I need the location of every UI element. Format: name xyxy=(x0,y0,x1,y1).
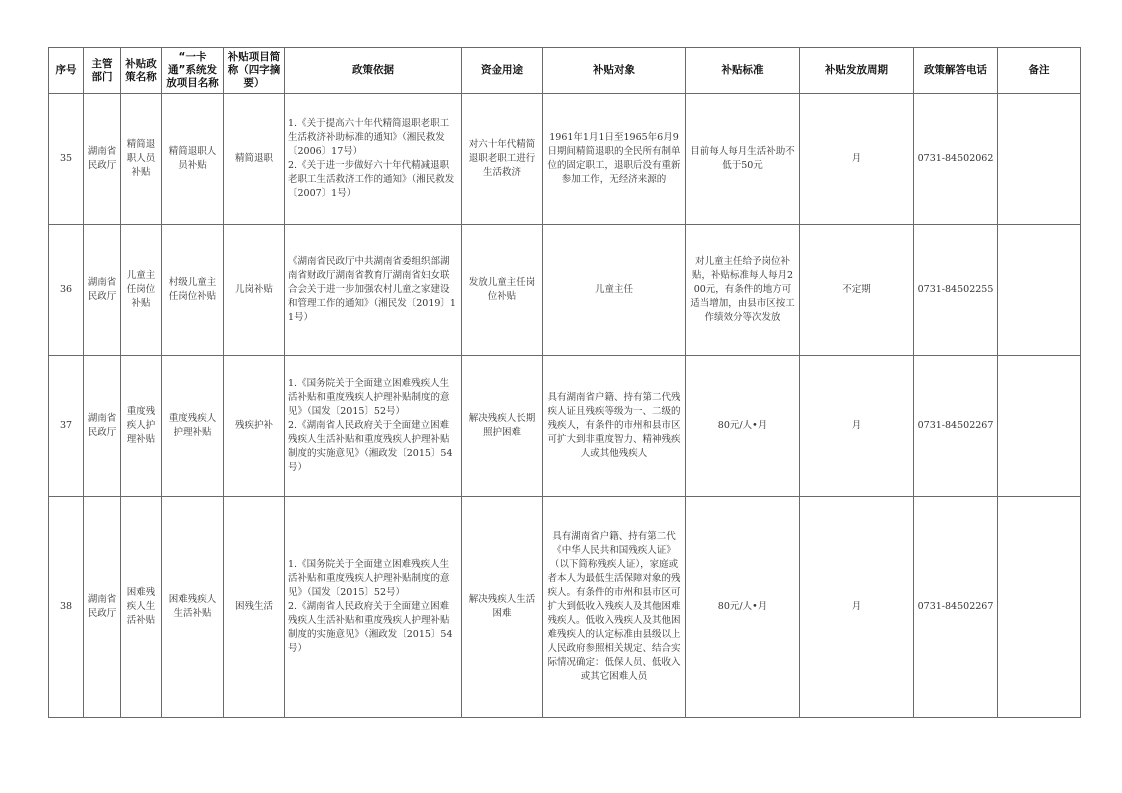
cell-phone: 0731-84502267 xyxy=(914,497,998,718)
table-row xyxy=(49,94,1081,225)
basis-item: 2.《湖南省人民政府关于全面建立困难残疾人生活补贴和重度残疾人护理补贴制度的实施意见》（湘政发〔2015〕54号） xyxy=(288,601,453,654)
cell-seq: 35 xyxy=(49,94,84,225)
cell-seq: 37 xyxy=(49,356,84,497)
cell-subsidy-name: 重度残疾人护理补贴 xyxy=(121,356,162,497)
header-subsidy-name: 补贴政策名称 xyxy=(121,48,162,94)
cell-cycle: 月 xyxy=(800,497,914,718)
cell-phone: 0731-84502062 xyxy=(914,94,998,225)
cell-basis xyxy=(285,497,462,718)
cell-short-name: 残疾护补 xyxy=(224,356,285,497)
header-target: 补贴对象 xyxy=(543,48,686,94)
cell-basis xyxy=(285,225,462,356)
header-standard: 补贴标准 xyxy=(686,48,800,94)
cell-remark xyxy=(998,94,1081,225)
basis-item: 1.《国务院关于全面建立困难残疾人生活补贴和重度残疾人护理补贴制度的意见》（国发〔2015〕52号） xyxy=(288,559,450,598)
cell-card-name: 重度残疾人护理补贴 xyxy=(162,356,224,497)
header-phone: 政策解答电话 xyxy=(914,48,998,94)
cell-subsidy-name: 儿童主任岗位补贴 xyxy=(121,225,162,356)
header-card-name: “一卡通”系统发放项目名称 xyxy=(162,48,224,94)
cell-fund-use: 解决残疾人生活困难 xyxy=(462,497,543,718)
cell-fund-use: 解决残疾人长期照护困难 xyxy=(462,356,543,497)
cell-seq: 38 xyxy=(49,497,84,718)
subsidy-policy-table xyxy=(48,47,1081,718)
cell-target: 具有湖南省户籍、持有第二代《中华人民共和国残疾人证》（以下简称残疾人证），家庭或者本人为最低生活保障对象的残疾人。有条件的市州和县市区可扩大到低收入残疾人及其他困难残疾人。低收入残疾人及其他困难残疾人的认定标准由县级以上人民政府参照相关规定、结合实际情况确定：低保人员、低收入或其它困难人员 xyxy=(543,497,686,718)
cell-card-name: 精简退职人员补贴 xyxy=(162,94,224,225)
header-dept: 主管部门 xyxy=(84,48,121,94)
header-short-name: 补贴项目简称（四字摘要） xyxy=(224,48,285,94)
cell-fund-use: 对六十年代精简退职老职工进行生活救济 xyxy=(462,94,543,225)
cell-target: 1961年1月1日至1965年6月9日期间精简退职的全民所有制单位的固定职工，退职后没有重新参加工作，无经济来源的 xyxy=(543,94,686,225)
cell-phone: 0731-84502267 xyxy=(914,356,998,497)
cell-cycle: 月 xyxy=(800,94,914,225)
cell-dept: 湖南省民政厅 xyxy=(84,225,121,356)
cell-subsidy-name: 精简退职人员补贴 xyxy=(121,94,162,225)
cell-short-name: 儿岗补贴 xyxy=(224,225,285,356)
cell-cycle: 月 xyxy=(800,356,914,497)
cell-standard: 80元/人•月 xyxy=(686,356,800,497)
cell-fund-use: 发放儿童主任岗位补贴 xyxy=(462,225,543,356)
header-cycle: 补贴发放周期 xyxy=(800,48,914,94)
header-basis: 政策依据 xyxy=(285,48,462,94)
cell-basis xyxy=(285,356,462,497)
cell-target: 具有湖南省户籍、持有第二代残疾人证且残疾等级为一、二级的残疾人，有条件的市州和县市区可扩大到非重度智力、精神残疾人或其他残疾人 xyxy=(543,356,686,497)
cell-seq: 36 xyxy=(49,225,84,356)
basis-item: 2.《湖南省人民政府关于全面建立困难残疾人生活补贴和重度残疾人护理补贴制度的实施意见》（湘政发〔2015〕54号） xyxy=(288,420,453,473)
cell-remark xyxy=(998,225,1081,356)
cell-short-name: 精简退职 xyxy=(224,94,285,225)
cell-standard: 80元/人•月 xyxy=(686,497,800,718)
cell-phone: 0731-84502255 xyxy=(914,225,998,356)
cell-dept: 湖南省民政厅 xyxy=(84,94,121,225)
table-row xyxy=(49,497,1081,718)
cell-dept: 湖南省民政厅 xyxy=(84,356,121,497)
cell-cycle: 不定期 xyxy=(800,225,914,356)
cell-target: 儿童主任 xyxy=(543,225,686,356)
cell-basis xyxy=(285,94,462,225)
table-row xyxy=(49,225,1081,356)
cell-card-name: 困难残疾人生活补贴 xyxy=(162,497,224,718)
cell-standard: 目前每人每月生活补助不低于50元 xyxy=(686,94,800,225)
table-row xyxy=(49,356,1081,497)
cell-short-name: 困残生活 xyxy=(224,497,285,718)
basis-item: 《湖南省民政厅中共湖南省委组织部湖南省财政厅湖南省教育厅湖南省妇女联合会关于进一步加强农村儿童之家建设和管理工作的通知》（湘民发〔2019〕11号） xyxy=(288,256,456,323)
table-header-row xyxy=(49,48,1081,94)
cell-subsidy-name: 困难残疾人生活补贴 xyxy=(121,497,162,718)
basis-item: 1.《关于提高六十年代精简退职老职工生活救济补助标准的通知》（湘民救发〔2006〕17号） xyxy=(288,118,450,157)
cell-remark xyxy=(998,497,1081,718)
basis-item: 1.《国务院关于全面建立困难残疾人生活补贴和重度残疾人护理补贴制度的意见》（国发〔2015〕52号） xyxy=(288,378,450,417)
cell-remark xyxy=(998,356,1081,497)
header-remark: 备注 xyxy=(998,48,1081,94)
cell-card-name: 村级儿童主任岗位补贴 xyxy=(162,225,224,356)
header-seq: 序号 xyxy=(49,48,84,94)
cell-dept: 湖南省民政厅 xyxy=(84,497,121,718)
cell-standard: 对儿童主任给予岗位补贴，补贴标准每人每月200元，有条件的地方可适当增加，由县市区按工作绩效分等次发放 xyxy=(686,225,800,356)
basis-item: 2.《关于进一步做好六十年代精减退职老职工生活救济工作的通知》（湘民救发〔2007〕1号） xyxy=(288,160,455,199)
header-fund-use: 资金用途 xyxy=(462,48,543,94)
